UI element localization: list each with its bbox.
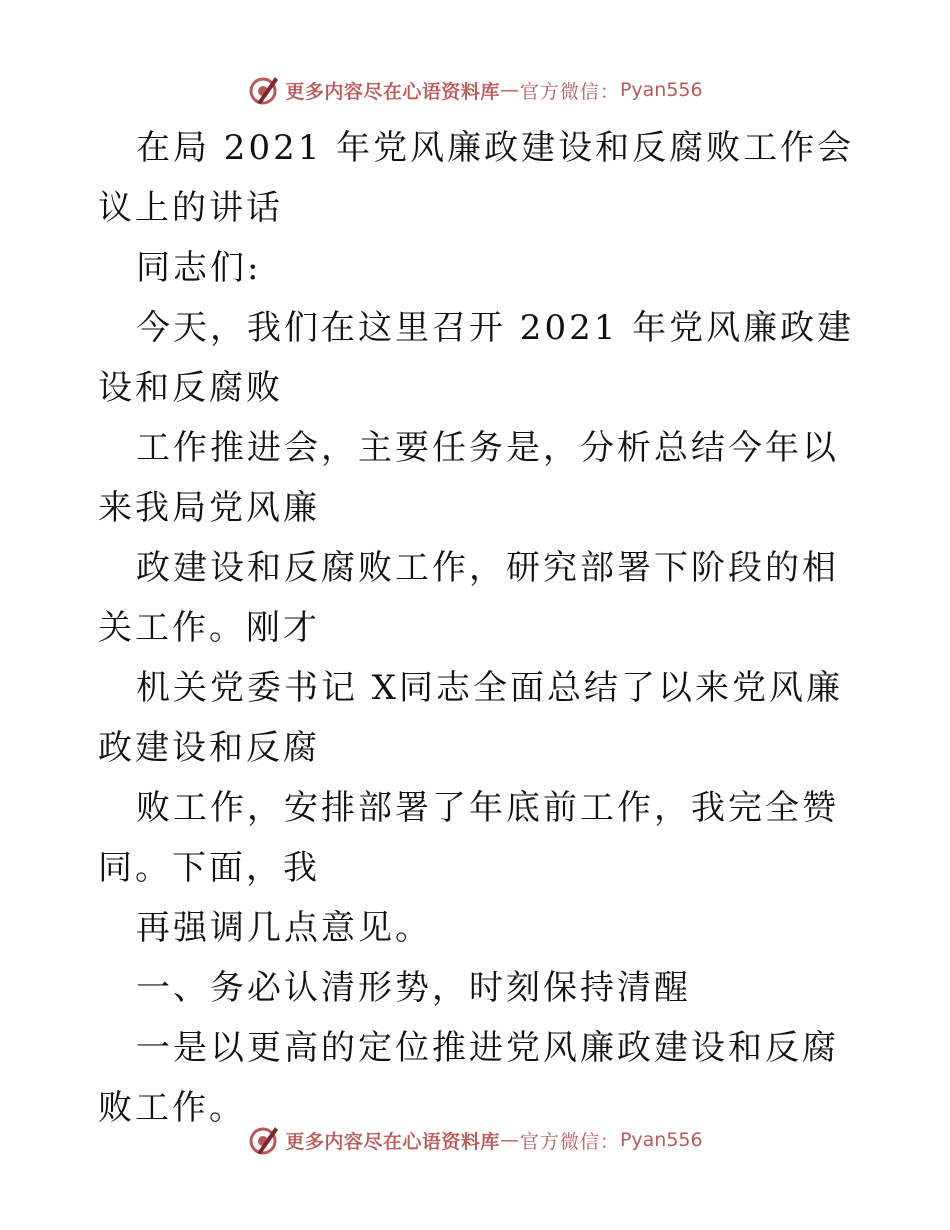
paragraph: 同志们:: [136, 248, 262, 288]
banner-subtitle: 官方微信：: [519, 80, 620, 103]
document-title: 在局 2021 年党风廉政建设和反腐败工作会议上的讲话: [98, 128, 855, 228]
banner-dash: —: [499, 79, 520, 101]
header-banner: [0, 70, 950, 110]
paragraph: 败工作，安排部署了年底前工作，我完全赞同。下面，我: [98, 788, 839, 888]
banner-subtitle: 官方微信：: [519, 1130, 620, 1153]
document-body: [98, 118, 858, 1138]
paragraph: 工作推进会，主要任务是，分析总结今年以来我局党风廉: [98, 428, 839, 528]
logo-icon: [247, 73, 281, 107]
section-heading: 一、务必认清形势，时刻保持清醒: [136, 968, 691, 1008]
logo-icon: [247, 1123, 281, 1157]
paragraph: 政建设和反腐败工作，研究部署下阶段的相关工作。刚才: [98, 548, 839, 648]
banner-wechat-id: Pyan556: [619, 1129, 703, 1151]
paragraph: 再强调几点意见。: [136, 908, 432, 948]
paragraph: 机关党委书记 X同志全面总结了以来党风廉政建设和反腐: [98, 668, 844, 768]
banner-wechat-id: Pyan556: [619, 79, 703, 101]
banner-title: 更多内容尽在心语资料库: [285, 80, 500, 103]
banner-title: 更多内容尽在心语资料库: [285, 1130, 500, 1153]
paragraph: 今天，我们在这里召开 2021 年党风廉政建设和反腐败: [98, 308, 855, 408]
banner-dash: —: [499, 1129, 520, 1151]
footer-banner: [0, 1120, 950, 1160]
paragraph: 一是以更高的定位推进党风廉政建设和反腐败工作。: [98, 1028, 839, 1128]
